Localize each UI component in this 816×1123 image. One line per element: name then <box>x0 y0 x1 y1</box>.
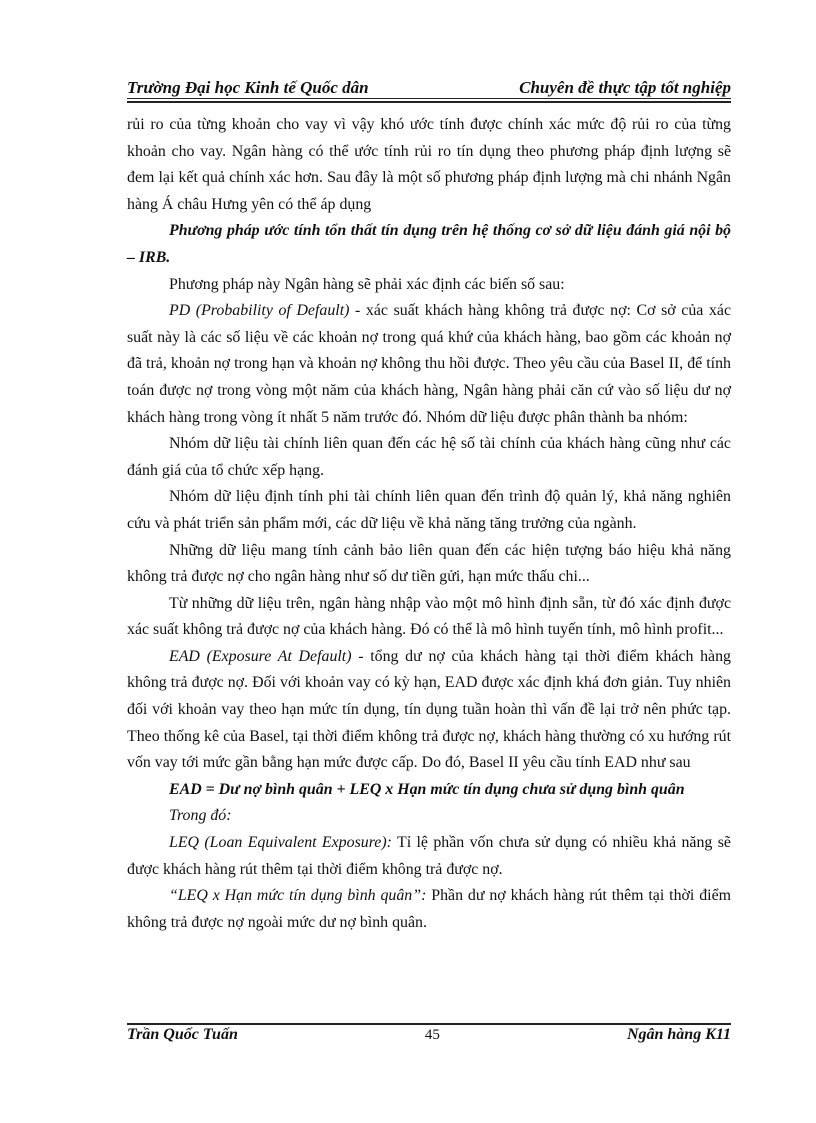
paragraph-model: Từ những dữ liệu trên, ngân hàng nhập vào một mô hình định sẵn, từ đó xác định được xác suất không trả được nợ của khách hàng. Đó có thể là mô hình tuyến tính, mô hình profit... <box>127 594 731 639</box>
footer-divider <box>127 1023 731 1025</box>
paragraph-leq <box>127 830 731 883</box>
page-number: 45 <box>424 1027 440 1043</box>
term-leq-limit: “LEQ x Hạn mức tín dụng bình quân”: <box>169 887 427 905</box>
formula-ead: EAD = Dư nợ bình quân + LEQ x Hạn mức tín dụng chưa sử dụng bình quân <box>169 780 685 798</box>
paragraph-ead <box>127 644 731 777</box>
term-leq: LEQ (Loan Equivalent Exposure): <box>169 834 392 852</box>
paragraph-leq-limit <box>127 883 731 936</box>
page-body <box>127 112 731 936</box>
paragraph-variables: Phương pháp này Ngân hàng sẽ phải xác định các biến số sau: <box>169 275 565 293</box>
footer-class: Ngân hàng K11 <box>626 1026 731 1043</box>
where-label: Trong đó: <box>169 807 232 825</box>
footer-author: Trần Quốc Tuấn <box>127 1026 238 1043</box>
header-divider <box>127 98 731 103</box>
section-heading-irb: Phương pháp ước tính tổn thất tín dụng trên hệ thống cơ sở dữ liệu đánh giá nội bộ – IRB. <box>127 222 731 266</box>
pd-definition: - xác suất khách hàng không trả được nợ: Cơ sở của xác suất này là các số liệu về các khoản nợ trong quá khứ của khách hàng, bao gồm các khoản nợ đã trả, khoản nợ trong hạn và khoản nợ không thu hồi được. Theo yêu cầu của Basel II, để tính toán được nợ trong vòng một năm của khách hàng, Ngân hàng phải căn cứ vào số liệu dư nợ khách hàng trong vòng ít nhất 5 năm trước đó. Nhóm dữ liệu được phân thành ba nhóm: <box>127 302 731 426</box>
term-ead: EAD (Exposure At Default) <box>169 647 352 665</box>
paragraph-financial-data: Nhóm dữ liệu tài chính liên quan đến các hệ số tài chính của khách hàng cũng như các đánh giá của tổ chức xếp hạng. <box>127 435 731 479</box>
paragraph-pd <box>127 298 731 431</box>
page-footer <box>127 1026 731 1050</box>
paragraph-intro: rủi ro của từng khoản cho vay vì vậy khó ước tính được chính xác mức độ rủi ro của từng khoản cho vay. Ngân hàng có thể ước tính rủi ro tín dụng theo phương pháp định lượng sẽ đem lại kết quả chính xác hơn. Sau đây là một số phương pháp định lượng mà chi nhánh Ngân hàng Á châu Hưng yên có thể áp dụng <box>127 116 731 213</box>
paragraph-warning-data: Những dữ liệu mang tính cảnh bảo liên quan đến các hiện tượng báo hiệu khả năng không trả được nợ cho ngân hàng như số dư tiền gửi, hạn mức thấu chi... <box>127 541 731 586</box>
page-header <box>127 72 731 98</box>
ead-definition: - tổng dư nợ của khách hàng tại thời điểm khách hàng không trả được nợ. Đối với khoản vay có kỳ hạn, EAD được xác định khá đơn giản. Tuy nhiên đối với khoản vay theo hạn mức tín dụng, tín dụng tuần hoàn thì vấn đề lại trở nên phức tạp. Theo thống kê của Basel, tại thời điểm không trả được nợ, khách hàng thường có xu hướng rút vốn vay tới mức gần bằng hạn mức được cấp. Do đó, Basel II yêu cầu tính EAD như sau <box>127 647 731 772</box>
leq-definition: Tỉ lệ phần vốn chưa sử dụng có nhiều khả năng sẽ được khách hàng rút thêm tại thời điểm không trả được nợ. <box>127 834 731 878</box>
leq-limit-definition: Phần dư nợ khách hàng rút thêm tại thời điểm không trả được nợ ngoài mức dư nợ bình quân. <box>127 887 731 931</box>
header-document-type: Chuyên đề thực tập tốt nghiệp <box>519 78 731 97</box>
paragraph-qualitative-data: Nhóm dữ liệu định tính phi tài chính liên quan đến trình độ quản lý, khả năng nghiên cứu và phát triển sản phẩm mới, các dữ liệu về khả năng tăng trưởng của ngành. <box>127 488 731 532</box>
header-university: Trường Đại học Kinh tế Quốc dân <box>127 78 369 97</box>
term-pd: PD (Probability of Default) <box>169 302 350 320</box>
